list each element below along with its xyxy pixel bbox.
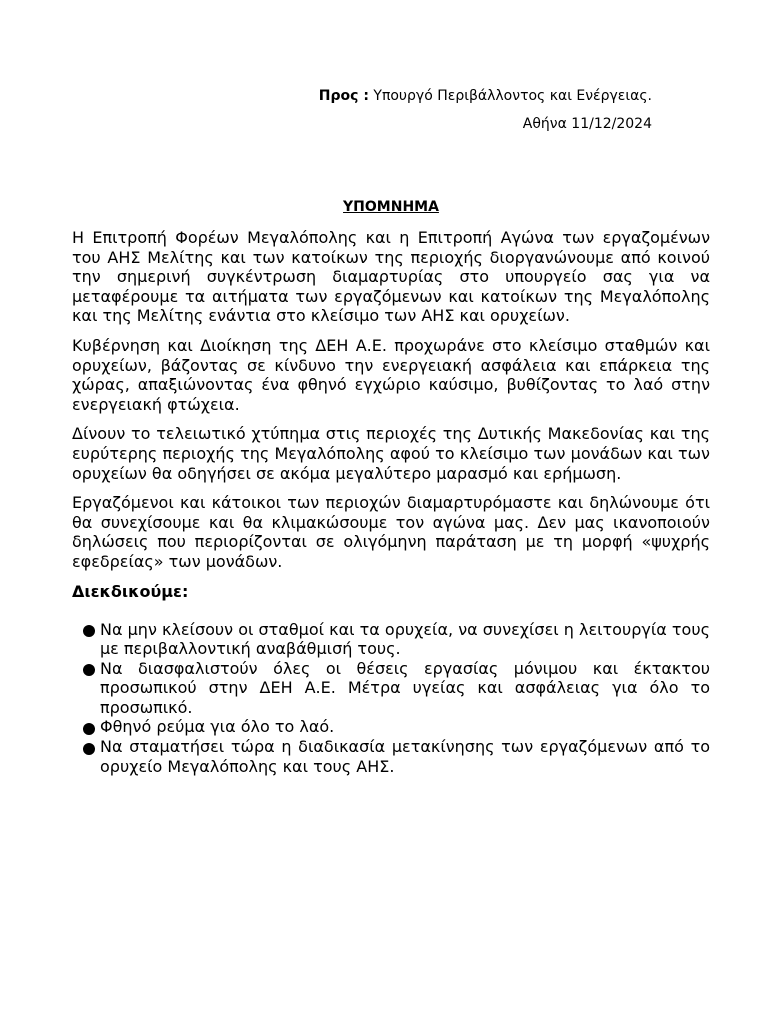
- list-item-text: Να σταματήσει τώρα η διαδικασία μετακίνησης των εργαζόμενων από το ορυχείο Μεγαλόπολης και τους ΑΗΣ.: [100, 737, 710, 776]
- bullet-icon: [83, 743, 95, 755]
- paragraph: Δίνουν το τελειωτικό χτύπημα στις περιοχές της Δυτικής Μακεδονίας και της ευρύτερης περιοχής της Μεγαλόπολης αφού το κλείσιμο των μονάδων και των ορυχείων θα οδηγήσει σε ακόμα μεγαλύτερο μαρασμό και ερήμωση.: [72, 424, 710, 483]
- list-item: [100, 659, 710, 718]
- claims-list: [72, 620, 710, 777]
- document-page: [72, 0, 710, 1024]
- paragraph: Εργαζόμενοι και κάτοικοι των περιοχών διαμαρτυρόμαστε και δηλώνουμε ότι θα συνεχίσουμε και θα κλιμακώσουμε τον αγώνα μας. Δεν μας ικανοποιούν δηλώσεις που περιορίζονται σε ολιγόμηνη παράταση με τη μορφή «ψυχρής εφεδρείας» των μονάδων.: [72, 493, 710, 571]
- paragraph: Κυβέρνηση και Διοίκηση της ΔΕΗ Α.Ε. προχωράνε στο κλείσιμο σταθμών και ορυχείων, βάζοντας σε κίνδυνο την ενεργειακή ασφάλεια και επάρκεια της χώρας, απαξιώνοντας ένα φθηνό εγχώριο καύσιμο, βυθίζοντας το λαό στην ενεργειακή φτώχεια.: [72, 335, 710, 414]
- recipient-line: [319, 88, 652, 104]
- bullet-icon: [83, 723, 95, 735]
- list-item-text: Να μην κλείσουν οι σταθμοί και τα ορυχεία, να συνεχίσει η λειτουργία τους με περιβαλλοντική αναβάθμισή τους.: [100, 619, 710, 659]
- date-line: Αθήνα 11/12/2024: [522, 116, 652, 132]
- document-title: ΥΠΟΜΝΗΜΑ: [343, 199, 439, 215]
- bullet-icon: [83, 664, 95, 676]
- recipient-label: Προς :: [318, 88, 369, 104]
- claims-heading: Διεκδικούμε:: [72, 581, 189, 601]
- document-body: [72, 228, 710, 776]
- list-item: [100, 717, 710, 737]
- list-item-text: Να διασφαλιστούν όλες οι θέσεις εργασίας μόνιμου και έκτακτου προσωπικού στην ΔΕΗ Α.Ε. Μέτρα υγείας και ασφάλειας για όλο το προσωπικό.: [100, 658, 710, 717]
- list-item: [100, 737, 710, 776]
- list-item: [100, 620, 710, 659]
- list-item-text: Φθηνό ρεύμα για όλο το λαό.: [100, 717, 335, 737]
- recipient-text: Υπουργό Περιβάλλοντος και Ενέργειας.: [373, 88, 652, 104]
- paragraph: Η Επιτροπή Φορέων Μεγαλόπολης και η Επιτροπή Αγώνα των εργαζομένων του ΑΗΣ Μελίτης και των κατοίκων της περιοχής διοργανώνουμε από κοινού την σημερινή συγκέντρωση διαμαρτυρίας στο υπουργείο σας για να μεταφέρουμε τα αιτήματα των εργαζόμενων και κατοίκων της Μεγαλόπολης και της Μελίτης ενάντια στο κλείσιμο των ΑΗΣ και ορυχείων.: [72, 228, 710, 326]
- bullet-icon: [83, 625, 95, 637]
